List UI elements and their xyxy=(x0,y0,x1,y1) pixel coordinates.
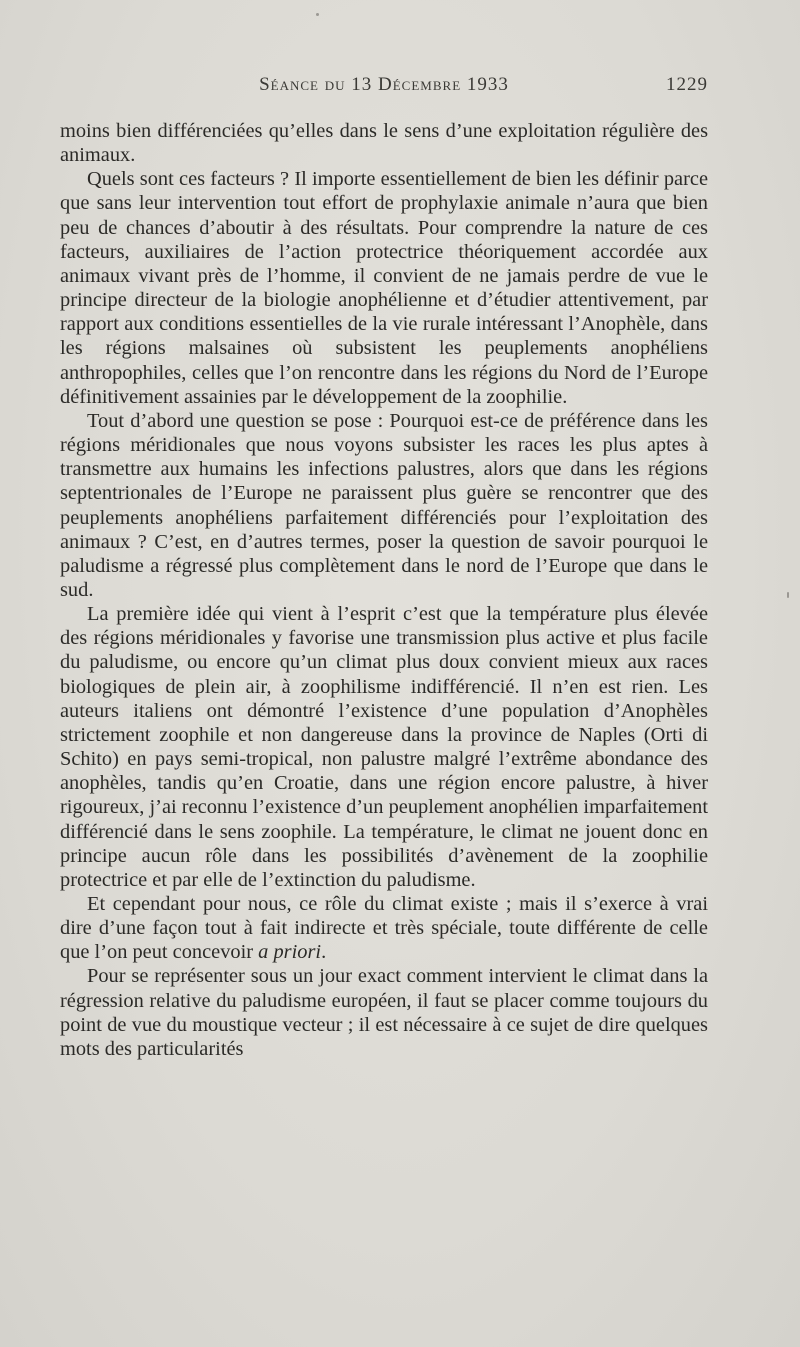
running-title: Séance du 13 Décembre 1933 xyxy=(259,74,509,95)
paragraph: Tout d’abord une question se pose : Pourquoi est-ce de préférence dans les régions méridionales que nous voyons subsister les races les plus aptes à transmettre aux humains les infections palustres, alors que dans les régions septentrionales de l’Europe ne paraissent plus guère se rencontrer que des peuplements anophéliens parfaitement différenciés pour l’exploitation des animaux ? C’est, en d’autres termes, poser la question de savoir pourquoi le paludisme a régressé plus complètement dans le nord de l’Europe que dans le sud. xyxy=(60,409,708,601)
running-head xyxy=(60,74,708,98)
paragraph-text: Et cependant pour nous, ce rôle du climat existe ; mais il s’exerce à vrai dire d’une façon tout à fait indirecte et très spéciale, toute différente de celle que l’on peut concevoir xyxy=(60,893,708,964)
page-speck xyxy=(316,13,319,16)
italic-phrase: a priori xyxy=(258,941,322,964)
body-text xyxy=(60,119,708,1061)
paragraph xyxy=(60,892,708,964)
paragraph: Pour se représenter sous un jour exact comment intervient le climat dans la régression relative du paludisme européen, il faut se placer comme toujours du point de vue du moustique vecteur ; il est nécessaire à ce sujet de dire quelques mots des particularités xyxy=(60,965,708,1060)
paragraph: La première idée qui vient à l’esprit c’est que la température plus élevée des régions méridionales y favorise une transmission plus active et plus facile du paludisme, ou encore qu’un climat plus doux convient mieux aux races biologiques de plein air, à zoophilisme indifférencié. Il n’en est rien. Les auteurs italiens ont démontré l’existence d’une population d’Anophèles strictement zoophile et non dangereuse dans la province de Naples (Orti di Schito) en pays semi-tropical, non palustre malgré l’extrême abondance des anophèles, tandis qu’en Croatie, dans une région encore palustre, à hiver rigoureux, j’ai reconnu l’existence d’un peuplement anophélien imparfaitement différencié dans le sens zoophile. La température, le climat ne jouent donc en principe aucun rôle dans les possibilités d’avènement de la zoophilie protectrice et par elle de l’extinction du paludisme. xyxy=(60,603,708,891)
paragraph: Quels sont ces facteurs ? Il importe essentiellement de bien les définir parce que sans leur intervention tout effort de prophylaxie animale n’aura que bien peu de chances d’aboutir à des résultats. Pour comprendre la nature de ces facteurs, auxiliaires de l’action protectrice théoriquement accordée aux animaux vivant près de l’homme, il convient de ne jamais perdre de vue le principe directeur de la biologie anophélienne et d’étudier attentivement, par rapport aux conditions essentielles de la vie rurale intéressant l’Anophèle, dans les régions malsaines où subsistent les peuplements anophéliens anthropophiles, celles que l’on rencontre dans les régions du Nord de l’Europe définitivement assainies par le développement de la zoophilie. xyxy=(60,168,708,408)
paragraph-text: . xyxy=(321,941,327,964)
page-number: 1229 xyxy=(666,74,708,95)
paragraph: moins bien différenciées qu’elles dans le sens d’une exploitation régulière des animaux. xyxy=(60,120,708,167)
page-speck xyxy=(787,592,789,598)
